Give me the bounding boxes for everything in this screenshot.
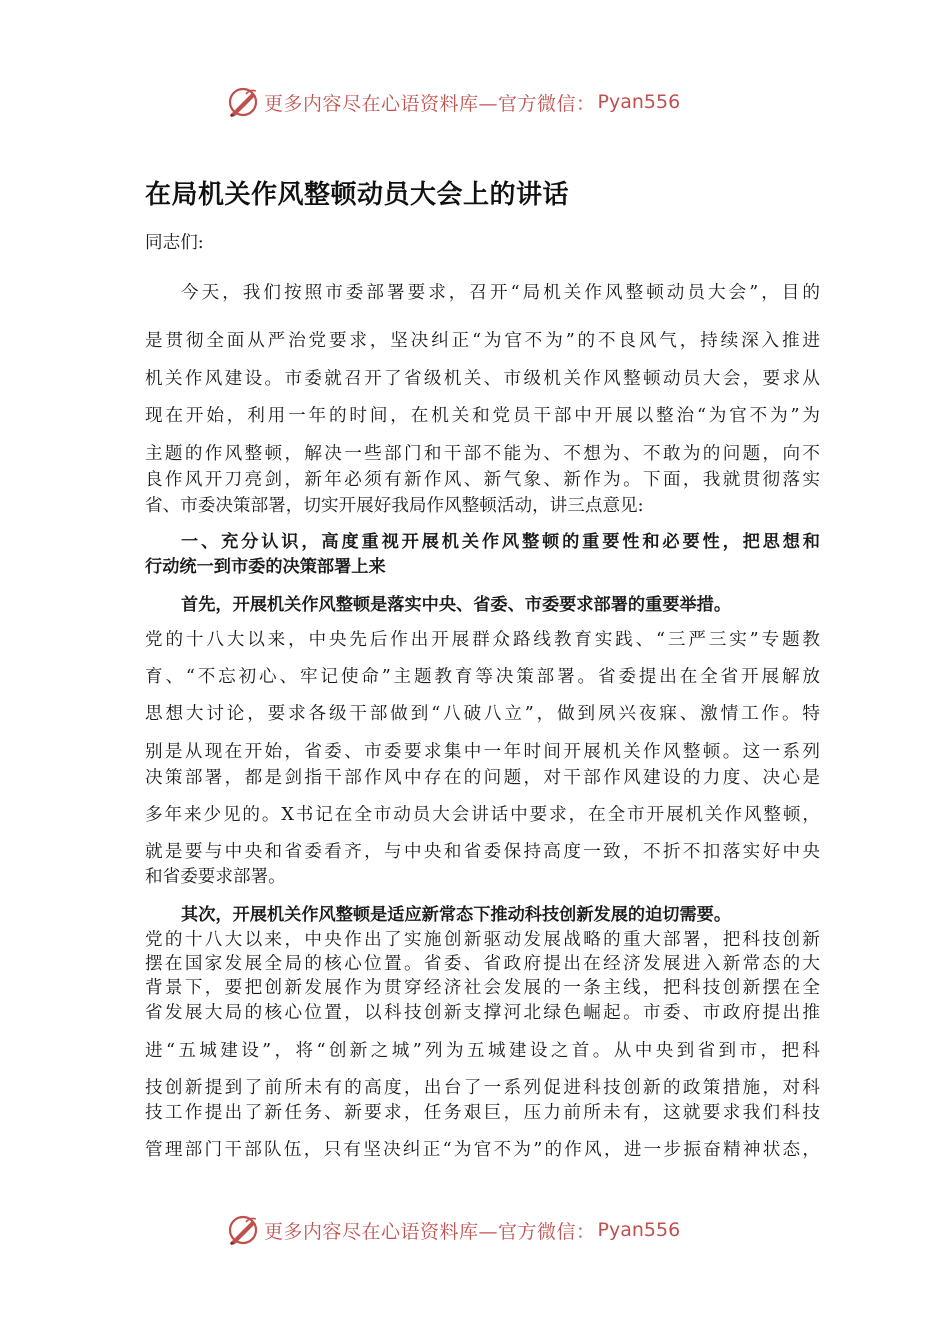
paragraph-line: 思想大讨论，要求各级干部做到“八破八立”，做到夙兴夜寐、激情工作。特 [145, 704, 820, 724]
salutation: 同志们: [145, 233, 204, 253]
paragraph-line: 今天，我们按照市委部署要求，召开“局机关作风整顿动员大会”，目的 [181, 283, 820, 303]
paragraph-line: 育、“不忘初心、牢记使命”主题教育等决策部署。省委提出在全省开展解放 [145, 667, 820, 687]
header-banner [226, 84, 746, 120]
paragraph-line: 技创新提到了前所未有的高度，出台了一系列促进科技创新的政策措施，对科 [145, 1078, 820, 1098]
paragraph-line: 现在开始，利用一年的时间，在机关和党员干部中开展以整治“为官不为”为 [145, 406, 820, 426]
subheading: 其次，开展机关作风整顿是适应新常态下推动科技创新发展的迫切需要。 [181, 905, 732, 925]
paragraph-line: 是贯彻全面从严治党要求，坚决纠正“为官不为”的不良风气，持续深入推进 [145, 331, 820, 351]
subheading: 首先，开展机关作风整顿是落实中央、省委、市委要求部署的重要举措。 [181, 595, 732, 615]
paragraph-line: 摆在国家发展全局的核心位置。省委、省政府提出在经济发展进入新常态的大 [145, 954, 820, 974]
pen-logo-icon [226, 1213, 260, 1247]
paragraph-line: 多年来少见的。X书记在全市动员大会讲话中要求，在全市开展机关作风整顿， [145, 805, 820, 825]
paragraph-line: 进“五城建设”，将“创新之城”列为五城建设之首。从中央到省到市，把科 [145, 1041, 820, 1061]
paragraph-line: 决策部署，都是剑指干部作风中存在的问题，对干部作风建设的力度、决心是 [145, 768, 820, 788]
banner-text: 更多内容尽在心语资料库—官方微信： [264, 1220, 596, 1243]
footer-banner [226, 1212, 746, 1248]
banner-text: 更多内容尽在心语资料库—官方微信： [264, 92, 596, 115]
banner-wechat-id: Pyan556 [597, 91, 681, 113]
paragraph-line: 背景下，要把创新发展作为贯穿经济社会发展的一条主线，把科技创新摆在全 [145, 978, 820, 998]
paragraph-line: 良作风开刀亮剑，新年必须有新作风、新气象、新作为。下面，我就贯彻落实 [145, 470, 820, 490]
paragraph-line: 机关作风建设。市委就召开了省级机关、市级机关作风整顿动员大会，要求从 [145, 369, 820, 389]
paragraph-line: 省发展大局的核心位置，以科技创新支撑河北绿色崛起。市委、市政府提出推 [145, 1003, 820, 1023]
paragraph-line: 主题的作风整顿，解决一些部门和干部不能为、不想为、不敢为的问题，向不 [145, 444, 820, 464]
section-heading: 一、充分认识，高度重视开展机关作风整顿的重要性和必要性，把思想和 [181, 532, 820, 552]
pen-logo-icon [226, 85, 260, 119]
paragraph-line: 别是从现在开始，省委、市委要求集中一年时间开展机关作风整顿。这一系列 [145, 742, 820, 762]
paragraph-line: 党的十八大以来，中央作出了实施创新驱动发展战略的重大部署，把科技创新 [145, 930, 820, 950]
banner-wechat-id: Pyan556 [597, 1219, 681, 1241]
paragraph-line: 就是要与中央和省委看齐，与中央和省委保持高度一致，不折不扣落实好中央 [145, 842, 820, 862]
document-title: 在局机关作风整顿动员大会上的讲话 [145, 180, 570, 210]
paragraph-line: 和省委要求部署。 [145, 867, 286, 887]
paragraph-line: 省、市委决策部署，切实开展好我局作风整顿活动，讲三点意见: [145, 496, 644, 516]
paragraph-line: 管理部门干部队伍，只有坚决纠正“为官不为”的作风，进一步振奋精神状态， [145, 1140, 820, 1160]
section-heading: 行动统一到市委的决策部署上来 [145, 557, 386, 577]
paragraph-line: 党的十八大以来，中央先后作出开展群众路线教育实践、“三严三实”专题教 [145, 630, 820, 650]
paragraph-line: 技工作提出了新任务、新要求，任务艰巨，压力前所未有，这就要求我们科技 [145, 1103, 820, 1123]
